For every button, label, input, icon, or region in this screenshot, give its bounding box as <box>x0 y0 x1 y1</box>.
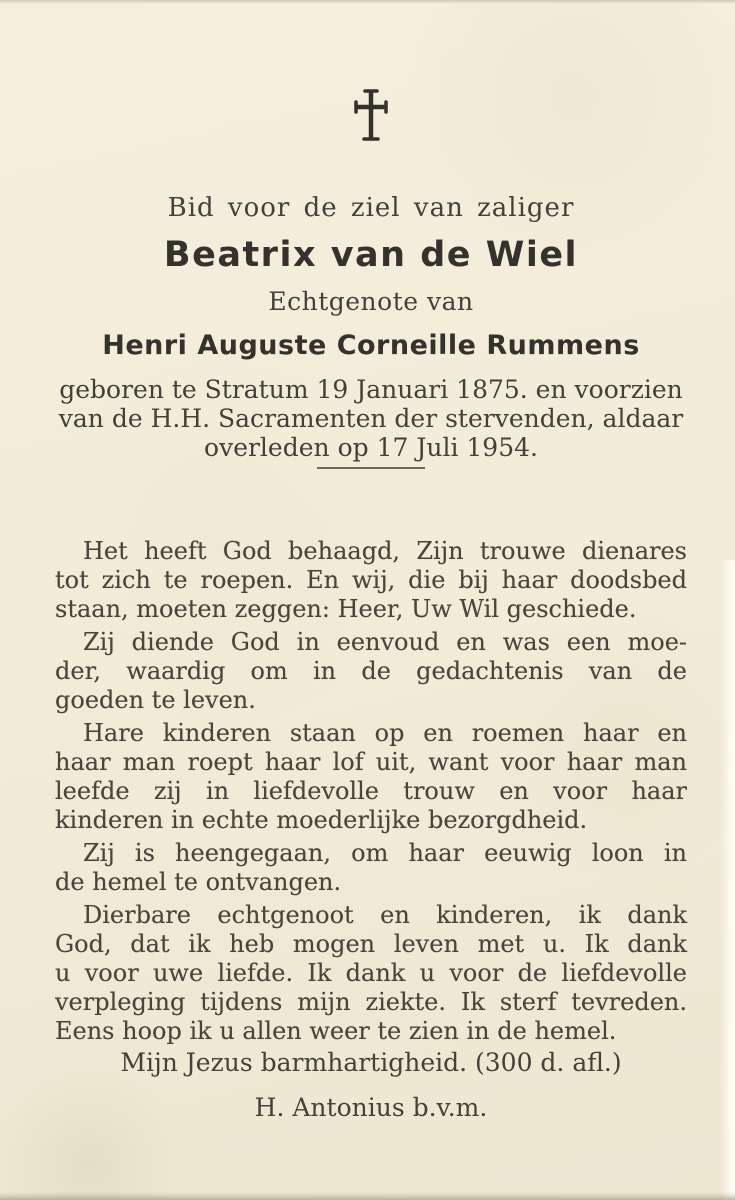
deceased-name: Beatrix van de Wiel <box>163 235 579 275</box>
paragraph-line: staan, moeten zeggen: Heer, Uw Wil geschiede. <box>55 595 637 623</box>
paragraph-line: goeden te leven. <box>55 686 256 714</box>
relation-line: Echtgenote van <box>268 287 474 316</box>
paragraph-line: kinderen in echte moederlijke bezorgdheid. <box>55 806 588 834</box>
body-paragraph <box>55 719 687 835</box>
body-paragraph <box>55 537 687 624</box>
life-dates-line: van de H.H. Sacramenten der stervenden, aldaar <box>58 404 684 433</box>
paragraph-line: de hemel te ontvangen. <box>55 868 342 896</box>
paragraph-line: leefde zij in liefdevolle trouw en voor haar <box>55 777 687 805</box>
card-content <box>0 86 735 1122</box>
patron-line: H. Antonius b.v.m. <box>254 1093 488 1122</box>
paragraph-line: Zij diende God in eenvoud en was een moe- <box>83 628 687 656</box>
paragraph-line: Dierbare echtgenoot en kinderen, ik dank <box>83 901 687 929</box>
paragraph-line: tot zich te roepen. En wij, die bij haar doodsbed <box>55 566 687 594</box>
intro-line: Bid voor de ziel van zaliger <box>167 193 575 223</box>
paragraph-line: God, dat ik heb mogen leven met u. Ik dank <box>55 930 687 958</box>
paragraph-line: haar man roept haar lof uit, want voor haar man <box>55 748 687 776</box>
memorial-text <box>55 537 687 1046</box>
paragraph-line: Het heeft God behaagd, Zijn trouwe dienares <box>83 537 687 565</box>
paragraph-line: verpleging tijdens mijn ziekte. Ik sterf tevreden. <box>55 988 687 1016</box>
paragraph-line: Hare kinderen staan op en roemen haar en <box>83 719 687 747</box>
life-dates-block <box>55 375 687 462</box>
card-right-edge <box>720 560 735 1200</box>
body-paragraph <box>55 628 687 715</box>
paragraph-line: u voor uwe liefde. Ik dank u voor de liefdevolle <box>55 959 687 987</box>
card-bottom-edge <box>0 1191 735 1200</box>
body-paragraph <box>55 901 687 1046</box>
cross-icon <box>351 86 391 144</box>
life-dates-line: geboren te Stratum 19 Januari 1875. en voorzien <box>59 375 683 404</box>
life-dates-line: overleden op 17 Juli 1954. <box>204 433 538 462</box>
divider-rule <box>317 467 425 469</box>
paragraph-line: Zij is heengegaan, om haar eeuwig loon in <box>83 839 687 867</box>
spouse-name: Henri Auguste Corneille Rummens <box>102 330 640 361</box>
body-paragraph <box>55 839 687 897</box>
card-top-edge <box>0 0 735 4</box>
paragraph-line: der, waardig om in de gedachtenis van de <box>55 657 687 685</box>
paragraph-line: Eens hoop ik u allen weer te zien in de hemel. <box>55 1017 617 1045</box>
prayer-line: Mijn Jezus barmhartigheid. (300 d. afl.) <box>120 1048 622 1077</box>
